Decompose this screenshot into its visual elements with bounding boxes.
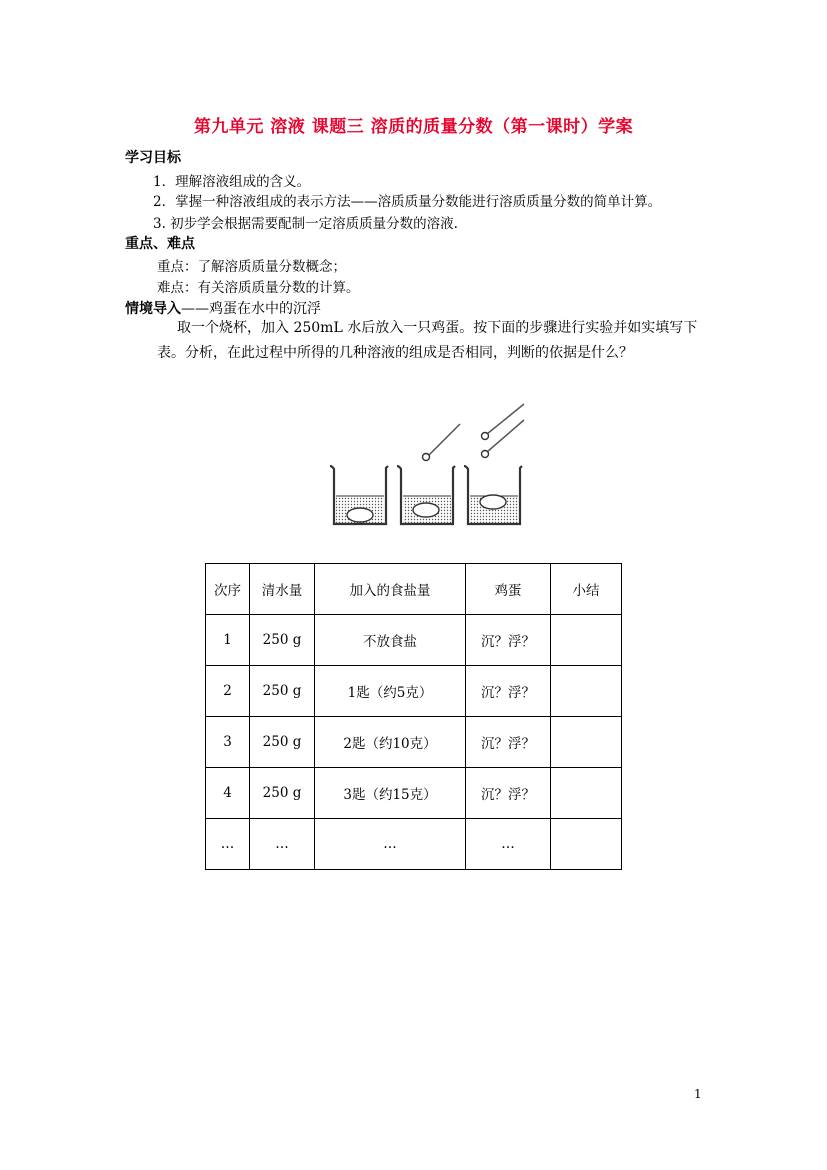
keypoint-focus: 重点：了解溶质质量分数概念； xyxy=(157,259,346,275)
objectives-heading: 学习目标 xyxy=(125,150,181,166)
beakers-illustration xyxy=(320,398,530,533)
cell-egg: 沉？浮？ xyxy=(466,717,551,768)
header-water: 清水量 xyxy=(250,564,315,615)
intro-heading: 情境导入 xyxy=(125,301,181,317)
keypoints-heading: 重点、难点 xyxy=(125,236,195,252)
document-title: 第九单元 溶液 课题三 溶质的质量分数（第一课时）学案 xyxy=(193,117,634,137)
cell-summary xyxy=(551,768,622,819)
cell-summary xyxy=(551,717,622,768)
cell-order: … xyxy=(206,819,250,870)
header-egg: 鸡蛋 xyxy=(466,564,551,615)
table-row xyxy=(206,666,622,717)
table-row xyxy=(206,615,622,666)
cell-order: 1 xyxy=(206,615,250,666)
cell-egg: 沉？浮？ xyxy=(466,666,551,717)
cell-salt: 不放食盐 xyxy=(315,615,466,666)
cell-order: 2 xyxy=(206,666,250,717)
cell-salt: … xyxy=(315,819,466,870)
header-order: 次序 xyxy=(206,564,250,615)
cell-water: … xyxy=(250,819,315,870)
table-row xyxy=(206,717,622,768)
cell-summary xyxy=(551,819,622,870)
cell-salt: 2匙（约10克） xyxy=(315,717,466,768)
table-header-row xyxy=(206,564,622,615)
keypoint-difficulty: 难点：有关溶质质量分数的计算。 xyxy=(157,280,360,296)
cell-water: 250 g xyxy=(250,717,315,768)
table-row xyxy=(206,819,622,870)
header-salt: 加入的食盐量 xyxy=(315,564,466,615)
cell-summary xyxy=(551,666,622,717)
cell-salt: 3匙（约15克） xyxy=(315,768,466,819)
cell-summary xyxy=(551,615,622,666)
cell-egg: 沉？浮？ xyxy=(466,615,551,666)
experiment-table xyxy=(205,563,622,870)
page-number: 1 xyxy=(694,1087,702,1101)
intro-paragraph: 取一个烧杯，加入 250mL 水后放入一只鸡蛋。按下面的步骤进行实验并如实填写下表。分析，在此过程中所得的几种溶液的组成是否相同，判断的依据是什么？ xyxy=(157,320,698,361)
cell-order: 3 xyxy=(206,717,250,768)
cell-water: 250 g xyxy=(250,615,315,666)
cell-water: 250 g xyxy=(250,666,315,717)
beaker-2 xyxy=(397,424,460,524)
objective-item-2: 2．掌握一种溶液组成的表示方法——溶质质量分数能进行溶质质量分数的简单计算。 xyxy=(153,194,662,210)
header-summary: 小结 xyxy=(551,564,622,615)
intro-subtitle: ——鸡蛋在水中的沉浮 xyxy=(181,301,321,317)
cell-order: 4 xyxy=(206,768,250,819)
cell-egg: 沉？浮？ xyxy=(466,768,551,819)
objective-item-1: 1．理解溶液组成的含义。 xyxy=(153,174,311,190)
cell-water: 250 g xyxy=(250,768,315,819)
beaker-1 xyxy=(330,466,388,524)
intro-heading-line xyxy=(125,298,321,318)
cell-egg: … xyxy=(466,819,551,870)
beaker-3 xyxy=(464,404,524,524)
objective-item-3: 3. 初步学会根据需要配制一定溶质质量分数的溶液. xyxy=(153,216,458,232)
table-row xyxy=(206,768,622,819)
cell-salt: 1匙（约5克） xyxy=(315,666,466,717)
